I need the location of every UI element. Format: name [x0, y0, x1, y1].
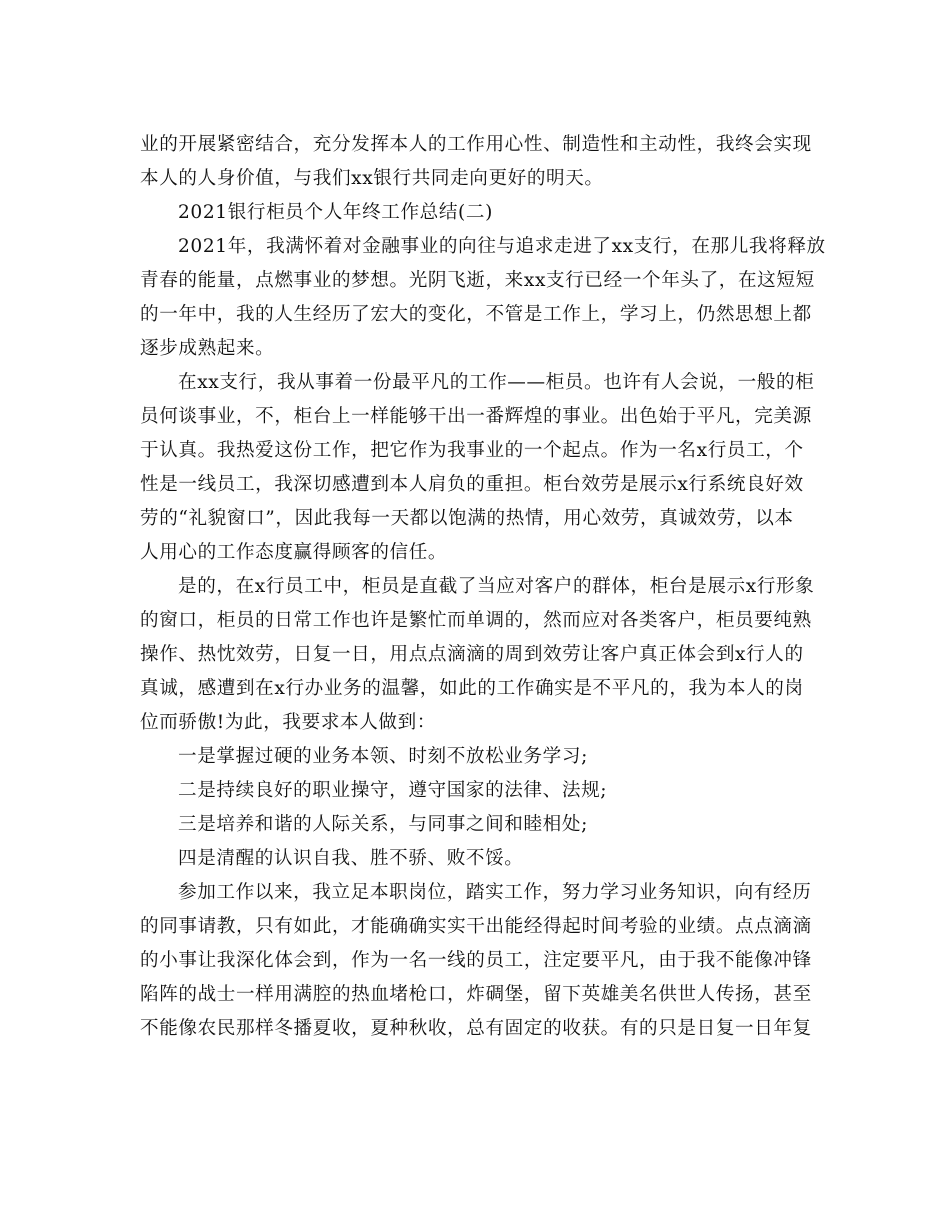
text-line: 不能像农民那样冬播夏收，夏种秋收，总有固定的收获。有的只是日复一日年复 [140, 1018, 812, 1039]
text-line: 的小事让我深化体会到，作为一名一线的员工，注定要平凡，由于我不能像冲锋 [140, 950, 812, 971]
text-line: 二是持续良好的职业操守，遵守国家的法律、法规; [178, 780, 608, 801]
text-line: 一是掌握过硬的业务本领、时刻不放松业务学习; [178, 746, 588, 767]
text-line: 青春的能量，点燃事业的梦想。光阴飞逝，来xx支行已经一个年头了，在这短短 [140, 270, 815, 291]
text-line: 三是培养和谐的人际关系，与同事之间和睦相处; [178, 814, 588, 835]
text-line: 逐步成熟起来。 [140, 338, 275, 359]
text-line: 在xx支行，我从事着一份最平凡的工作——柜员。也许有人会说，一般的柜 [178, 372, 815, 393]
text-line: 位而骄傲!为此，我要求本人做到： [140, 712, 436, 733]
text-line: 真诚，感遭到在x行办业务的温馨，如此的工作确实是不平凡的，我为本人的岗 [140, 678, 804, 699]
text-line: 员何谈事业，不，柜台上一样能够干出一番辉煌的事业。出色始于平凡，完美源 [140, 406, 812, 427]
text-line: 的一年中，我的人生经历了宏大的变化，不管是工作上，学习上，仍然思想上都 [140, 304, 812, 325]
document-body [140, 128, 826, 1046]
text-line: 劳的“礼貌窗口”，因此我每一天都以饱满的热情，用心效劳，真诚效劳，以本 [140, 508, 794, 529]
text-line: 2021年，我满怀着对金融事业的向往与追求走进了xx支行，在那儿我将释放 [178, 236, 826, 257]
text-line: 陷阵的战士一样用满腔的热血堵枪口，炸碉堡，留下英雄美名供世人传扬，甚至 [140, 984, 812, 1005]
text-line: 是的，在x行员工中，柜员是直截了当应对客户的群体，柜台是展示x行形象 [178, 576, 815, 597]
text-line: 于认真。我热爱这份工作，把它作为我事业的一个起点。作为一名x行员工，个 [140, 440, 804, 461]
text-line: 性是一线员工，我深切感遭到本人肩负的重担。柜台效劳是展示x行系统良好效 [140, 474, 804, 495]
text-line: 参加工作以来，我立足本职岗位，踏实工作，努力学习业务知识，向有经历 [178, 882, 812, 903]
text-line: 的同事请教，只有如此，才能确确实实干出能经得起时间考验的业绩。点点滴滴 [140, 916, 812, 937]
text-line: 本人的人身价值，与我们xx银行共同走向更好的明天。 [140, 168, 604, 189]
text-line: 的窗口，柜员的日常工作也许是繁忙而单调的，然而应对各类客户，柜员要纯熟 [140, 610, 812, 631]
text-line: 业的开展紧密结合，充分发挥本人的工作用心性、制造性和主动性，我终会实现 [140, 134, 812, 155]
text-line: 人用心的工作态度赢得顾客的信任。 [140, 542, 448, 563]
text-line: 操作、热忱效劳，日复一日，用点点滴滴的周到效劳让客户真正体会到x行人的 [140, 644, 804, 665]
text-line: 四是清醒的认识自我、胜不骄、败不馁。 [178, 848, 524, 869]
text-line: 2021银行柜员个人年终工作总结(二) [178, 202, 493, 223]
